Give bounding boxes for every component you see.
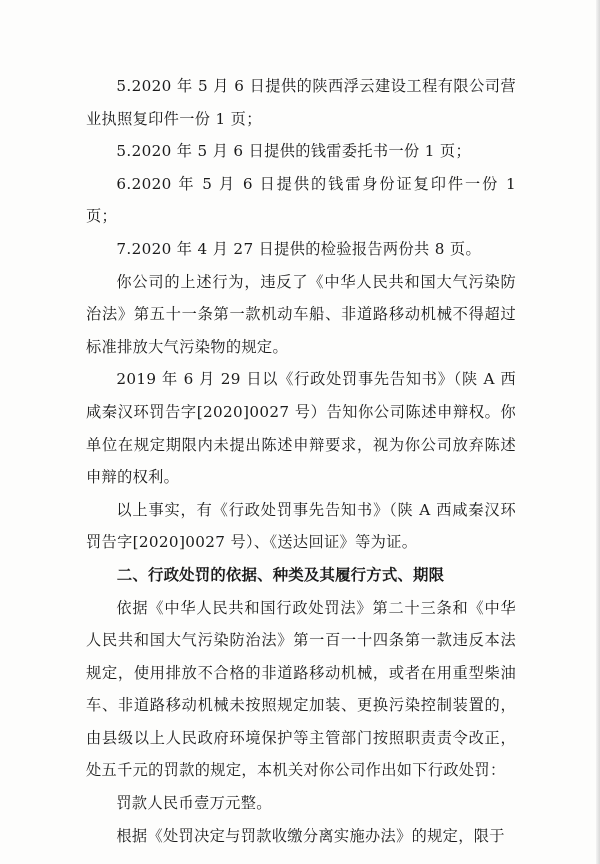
document-body	[86, 70, 516, 852]
section-heading: 二、行政处罚的依据、种类及其履行方式、期限	[116, 565, 445, 584]
prior-notice-paragraph: 2019 年 6 月 29 日以《行政处罚事先告知书》（陕 A 西咸秦汉环罚告字[2020]0027 号）告知你公司陈述申辩权。你单位在规定期限内未提出陈述申辩要求，视为你公司放弃陈述申辩的权利。	[86, 370, 516, 487]
penalty-amount-paragraph: 罚款人民币壹万元整。	[116, 794, 272, 813]
evidence-item-6-id-copy: 6.2020 年 5 月 6 日提供的钱雷身份证复印件一份 1 页；	[86, 174, 516, 226]
evidence-summary-paragraph: 以上事实，有《行政处罚事先告知书》（陕 A 西咸秦汉环罚告字[2020]0027 号）、《送达回证》等为证。	[86, 500, 516, 552]
page-edge-shadow	[596, 0, 600, 864]
evidence-item-7-inspection-report: 7.2020 年 4 月 27 日提供的检验报告两份共 8 页。	[116, 239, 481, 258]
violation-paragraph: 你公司的上述行为，违反了《中华人民共和国大气污染防治法》第五十一条第一款机动车船、非道路移动机械不得超过标准排放大气污染物的规定。	[86, 272, 516, 356]
payment-deadline-paragraph: 根据《处罚决定与罚款收缴分离实施办法》的规定，限于	[116, 826, 505, 845]
evidence-item-5-authorization: 5.2020 年 5 月 6 日提供的钱雷委托书一份 1 页；	[116, 142, 471, 161]
legal-basis-paragraph: 依据《中华人民共和国行政处罚法》第二十三条和《中华人民共和国大气污染防治法》第一百一十四条第一款违反本法规定，使用排放不合格的非道路移动机械，或者在用重型柴油车、非道路移动机械未按照规定加装、更换污染控制装置的，由县级以上人民政府环境保护等主管部门按照职责责令改正，处五千元的罚款的规定，本机关对你公司作出如下行政处罚：	[86, 598, 516, 780]
evidence-item-5-license: 5.2020 年 5 月 6 日提供的陕西浮云建设工程有限公司营业执照复印件一份 1 页；	[86, 77, 516, 128]
